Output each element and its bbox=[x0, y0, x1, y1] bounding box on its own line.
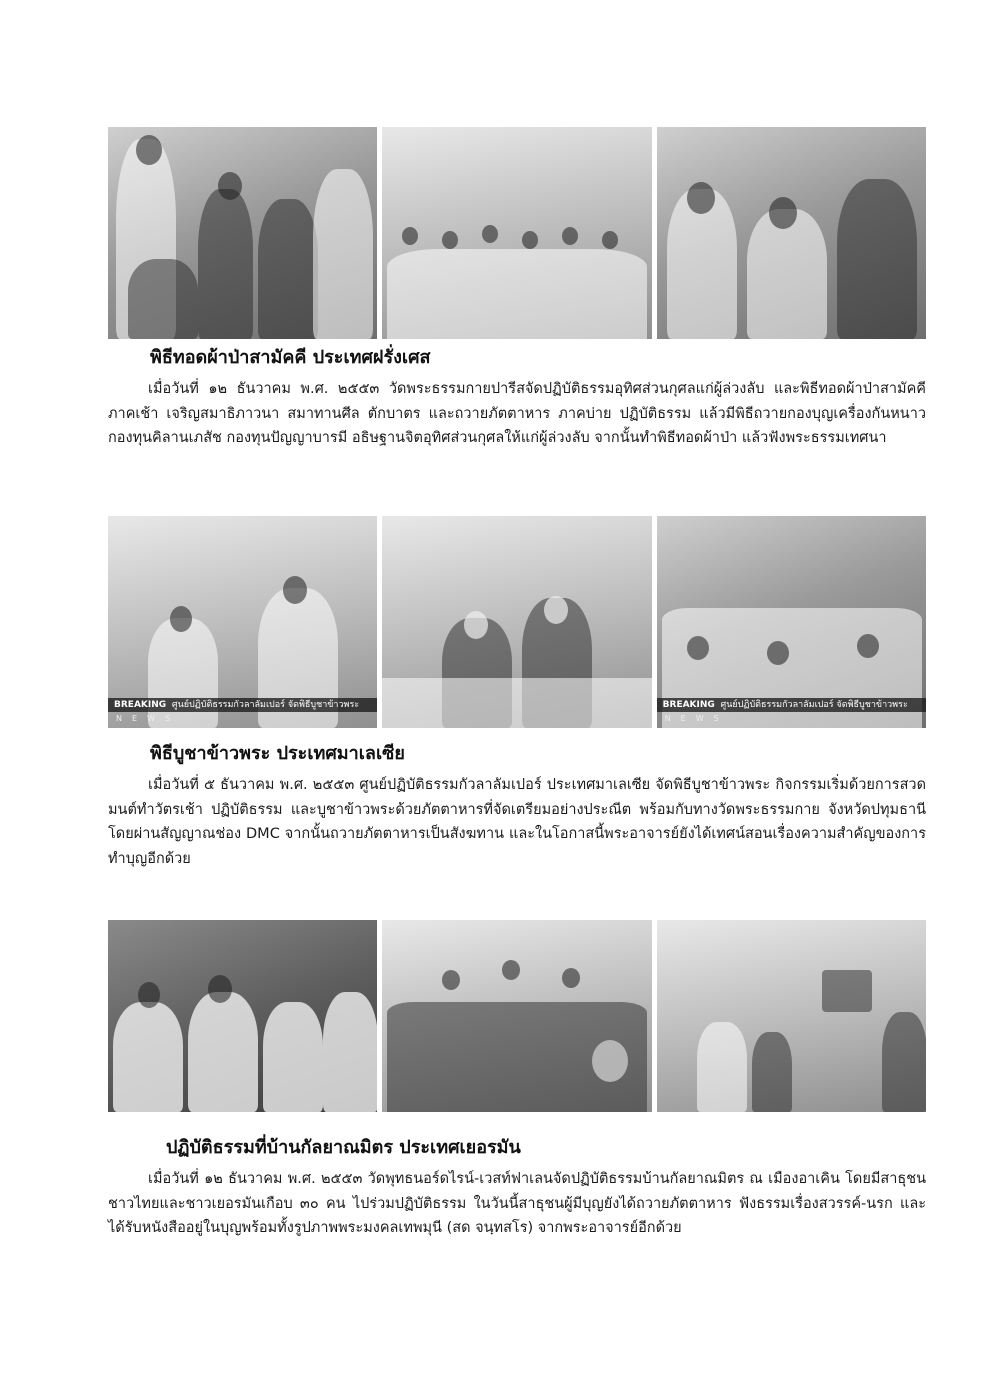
heading-france: พิธีทอดผ้าป่าสามัคคี ประเทศฝรั่งเศส bbox=[150, 347, 431, 368]
photo-group-germany bbox=[382, 920, 651, 1112]
breaking-label-2: BREAKING bbox=[662, 700, 715, 710]
news-ticker-bar bbox=[108, 698, 377, 712]
photo-offering-rice bbox=[108, 516, 377, 728]
photo-row-malaysia bbox=[108, 516, 926, 728]
breaking-label: BREAKING bbox=[114, 700, 167, 710]
photo-meditation-hall-malaysia bbox=[657, 516, 926, 728]
photo-row-germany bbox=[108, 920, 926, 1112]
photo-monk-tv-shrine bbox=[657, 920, 926, 1112]
section-malaysia bbox=[108, 738, 926, 871]
heading-germany: ปฏิบัติธรรมที่บ้านกัลยาณมิตร ประเทศเยอรมัน bbox=[166, 1137, 521, 1158]
news-label-2: NEWS bbox=[664, 714, 729, 723]
photo-women-in-white bbox=[108, 920, 377, 1112]
paragraph-malaysia: เมื่อวันที่ ๕ ธันวาคม พ.ศ. ๒๕๕๓ ศูนย์ปฏิบัติธรรมกัวลาลัมเปอร์ ประเทศมาเลเซีย จัดพิธีบูชาข้าวพระ กิจกรรมเริ่มด้วยการสวดมนต์ทำวัตรเช้า ปฏิบัติธรรม และบูชาข้าวพระด้วยภัตตาหารที่จัดเตรียมอย่างประณีต พร้อมกับทางวัดพระธรรมกาย จังหวัดปทุมธานี โดยผ่านสัญญาณช่อง DMC จากนั้นถวายภัตตาหารเป็นสังฆทาน และในโอกาสนี้พระอาจารย์ยังได้เทศน์สอนเรื่องความสำคัญของการทำบุญอีกด้วย bbox=[108, 777, 926, 867]
news-ticker-bar-2 bbox=[657, 698, 926, 712]
photo-monk-offering bbox=[108, 127, 377, 339]
photo-monks-preaching bbox=[382, 516, 651, 728]
news-label: NEWS bbox=[116, 714, 181, 723]
news-ticker-caption-2: ศูนย์ปฏิบัติธรรมกัวลาลัมเปอร์ จัดพิธีบูชาข้าวพระ bbox=[720, 700, 908, 710]
photo-row-france bbox=[108, 127, 926, 339]
section-germany bbox=[108, 1132, 926, 1241]
photo-group-shrine bbox=[382, 127, 651, 339]
heading-malaysia: พิธีบูชาข้าวพระ ประเทศมาเลเซีย bbox=[150, 743, 405, 764]
section-france bbox=[108, 342, 926, 451]
photo-meditation-hall-france bbox=[657, 127, 926, 339]
news-ticker-caption: ศูนย์ปฏิบัติธรรมกัวลาลัมเปอร์ จัดพิธีบูชาข้าวพระ bbox=[171, 700, 360, 710]
paragraph-germany: เมื่อวันที่ ๑๒ ธันวาคม พ.ศ. ๒๕๕๓ วัดพุทธนอร์ดไรน์-เวสท์ฟาเลนจัดปฏิบัติธรรมบ้านกัลยาณมิตร ณ เมืองอาเคิน โดยมีสาธุชนชาวไทยและชาวเยอรมันเกือบ ๓๐ คน ไปร่วมปฏิบัติธรรม ในวันนี้สาธุชนผู้มีบุญยังได้ถวายภัตตาหาร ฟังธรรมเรื่องสวรรค์-นรก และได้รับหนังสืออยู่ในบุญพร้อมทั้งรูปภาพพระมงคลเทพมุนี (สด จนฺทสโร) จากพระอาจารย์อีกด้วย bbox=[108, 1171, 926, 1236]
paragraph-france: เมื่อวันที่ ๑๒ ธันวาคม พ.ศ. ๒๕๕๓ วัดพระธรรมกายปารีสจัดปฏิบัติธรรมอุทิศส่วนกุศลแก่ผู้ล่วงลับ และพิธีทอดผ้าป่าสามัคคี ภาคเช้า เจริญสมาธิภาวนา สมาทานศีล ตักบาตร และถวายภัตตาหาร ภาคบ่าย ปฏิบัติธรรม แล้วมีพิธีถวายกองบุญเครื่องกันหนาว กองทุนคิลานเภสัช กองทุนปัญญาบารมี อธิษฐานจิตอุทิศส่วนกุศลให้แก่ผู้ล่วงลับ จากนั้นทำพิธีทอดผ้าป่า แล้วฟังพระธรรมเทศนา bbox=[108, 381, 926, 446]
